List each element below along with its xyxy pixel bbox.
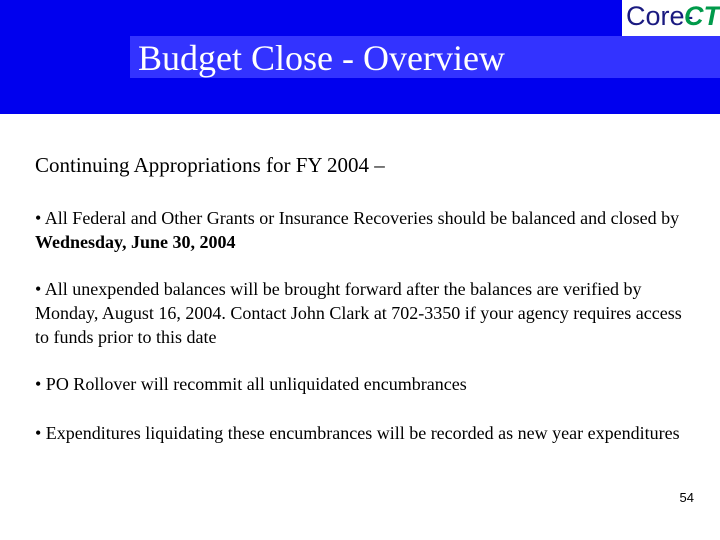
- bullet-grants-text: • All Federal and Other Grants or Insurance Recoveries should be balanced and closed by: [35, 208, 680, 228]
- logo-suffix: CT: [684, 1, 720, 31]
- page-number: 54: [679, 490, 694, 505]
- bullet-expenditures: • Expenditures liquidating these encumbrances will be recorded as new year expenditures: [35, 423, 680, 443]
- logo-prefix: Core-: [626, 1, 694, 31]
- section-heading: Continuing Appropriations for FY 2004 –: [35, 153, 385, 177]
- bullet-grants-date: Wednesday, June 30, 2004: [35, 232, 236, 252]
- slide-title: Budget Close - Overview: [138, 38, 505, 78]
- bullet-po-rollover: • PO Rollover will recommit all unliquidated encumbrances: [35, 374, 467, 394]
- core-ct-logo: [622, 0, 720, 36]
- bullet-grants-closing: [35, 206, 695, 254]
- bullet-unexpended-balances: • All unexpended balances will be brought forward after the balances are verified by Monday, August 16, 2004. Contact John Clark at 702-3350 if your agency requires access to funds prior to this date: [35, 279, 682, 347]
